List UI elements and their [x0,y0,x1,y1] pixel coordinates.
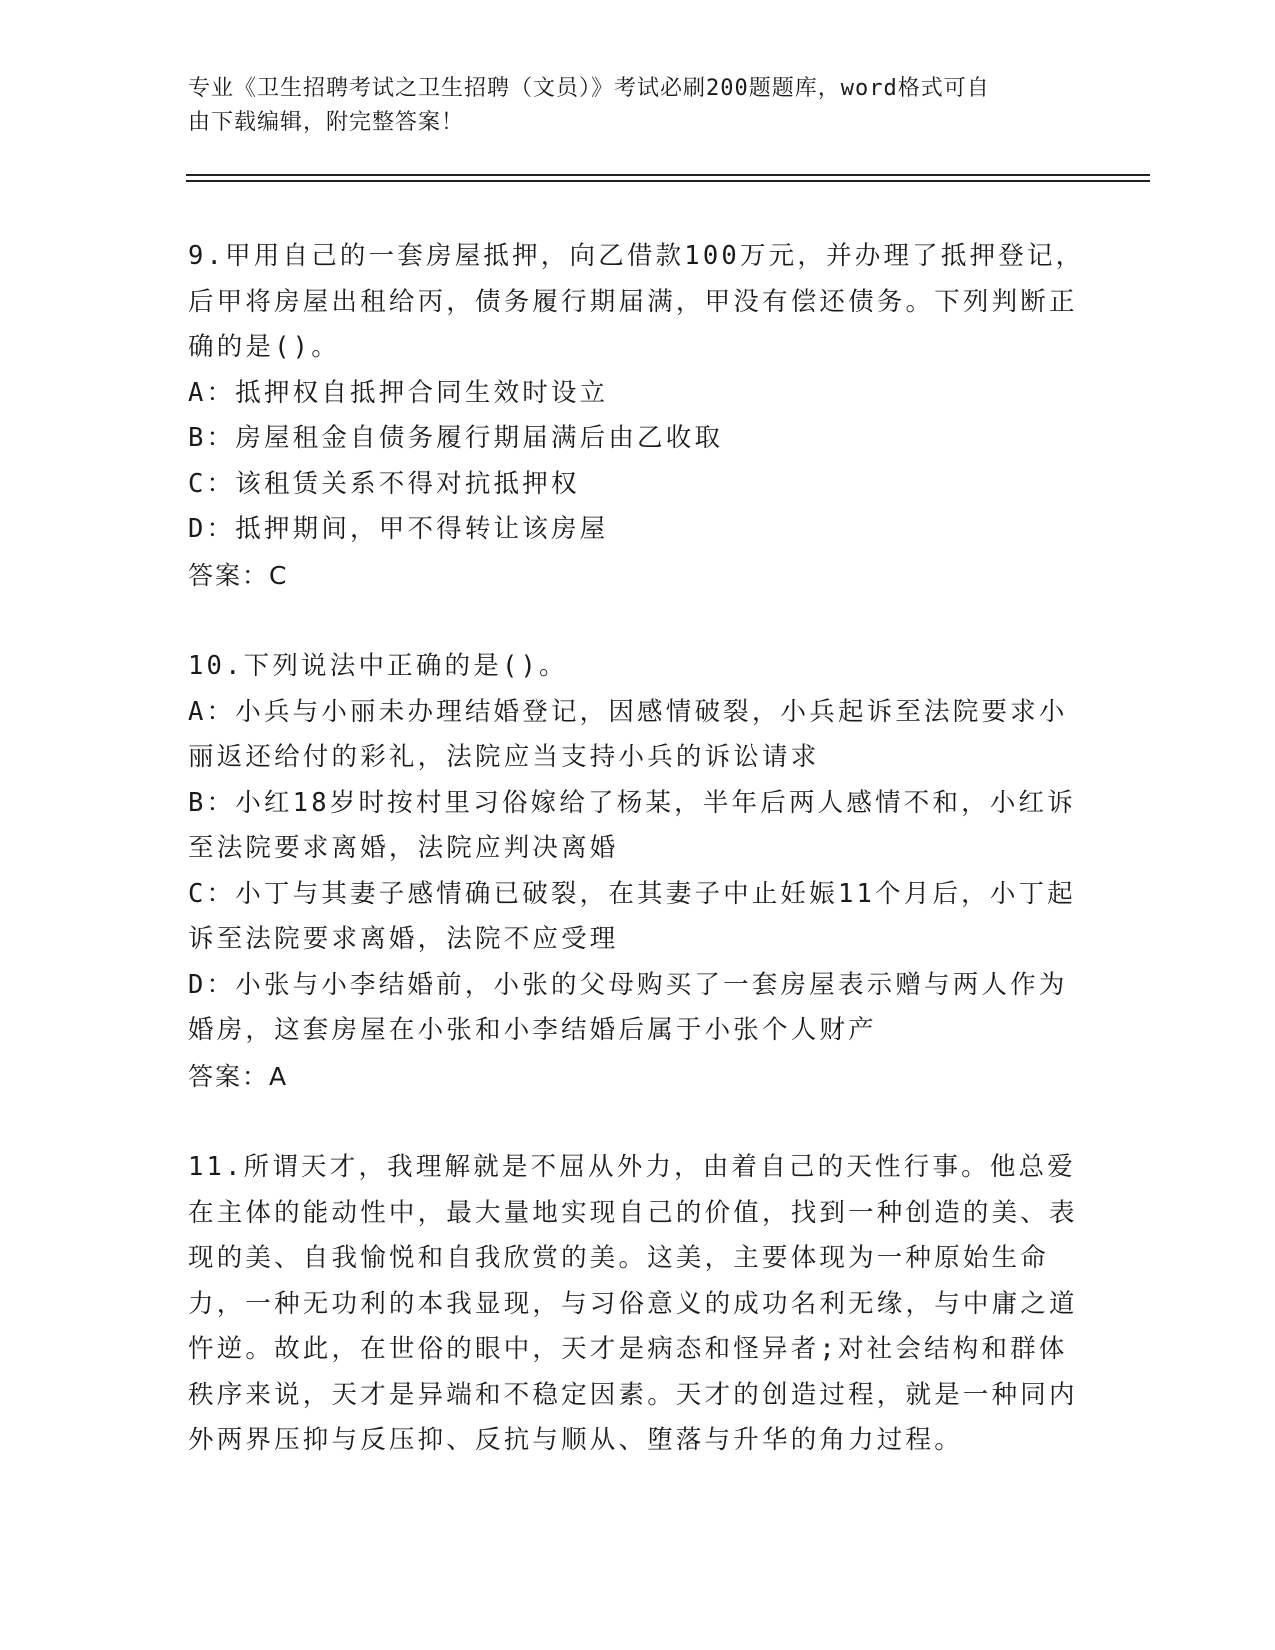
header-line-2: 由下载编辑，附完整答案！ [188,110,465,135]
document-header [188,72,1078,140]
answer-value: C [269,560,289,590]
question-list [188,234,1088,1510]
answer-value: A [269,1061,289,1091]
option-b: B：小红18岁时按村里习俗嫁给了杨某，半年后两人感情不和，小红诉至法院要求离婚，法院应判决离婚 [188,787,1076,863]
option-d: D：小张与小李结婚前，小张的父母购买了一套房屋表示赠与两人作为婚房，这套房屋在小张和小李结婚后属于小张个人财产 [188,969,1068,1045]
answer-line [188,1054,1088,1100]
question-10 [188,644,1088,1099]
question-stem: 10.下列说法中正确的是()。 [188,651,568,681]
option-a: A：小兵与小丽未办理结婚登记，因感情破裂，小兵起诉至法院要求小丽返还给付的彩礼，法院应当支持小兵的诉讼请求 [188,696,1068,772]
question-stem: 9.甲用自己的一套房屋抵押，向乙借款100万元，并办理了抵押登记，后甲将房屋出租给丙，债务履行期届满，甲没有偿还债务。下列判断正确的是()。 [188,241,1085,362]
header-divider-bottom [186,180,1150,182]
header-divider-top [186,174,1150,176]
answer-label: 答案： [188,560,270,590]
question-stem: 11.所谓天才，我理解就是不屈从外力，由着自己的天性行事。他总爱在主体的能动性中，最大量地实现自己的价值，找到一种创造的美、表现的美、自我愉悦和自我欣赏的美。这美，主要体现为一种原始生命力，一种无功利的本我显现，与习俗意义的成功名利无缘，与中庸之道忤逆。故此，在世俗的眼中，天才是病态和怪异者;对社会结构和群体秩序来说，天才是异端和不稳定因素。天才的创造过程，就是一种同内外两界压抑与反压抑、反抗与顺从、堕落与升华的角力过程。 [188,1152,1078,1455]
question-11 [188,1145,1088,1464]
header-line-1: 专业《卫生招聘考试之卫生招聘（文员）》考试必刷200题题库，word格式可自 [188,76,990,101]
option-b: B：房屋租金自债务履行期届满后由乙收取 [188,423,724,453]
option-a: A：抵押权自抵押合同生效时设立 [188,377,609,408]
answer-label: 答案： [188,1061,270,1091]
option-c: C：小丁与其妻子感情确已破裂，在其妻子中止妊娠11个月后，小丁起诉至法院要求离婚，法院不应受理 [188,878,1076,954]
answer-line [188,553,1088,599]
option-d: D：抵押期间，甲不得转让该房屋 [188,514,609,544]
question-9 [188,234,1088,598]
option-c: C：该租赁关系不得对抗抵押权 [188,468,580,499]
